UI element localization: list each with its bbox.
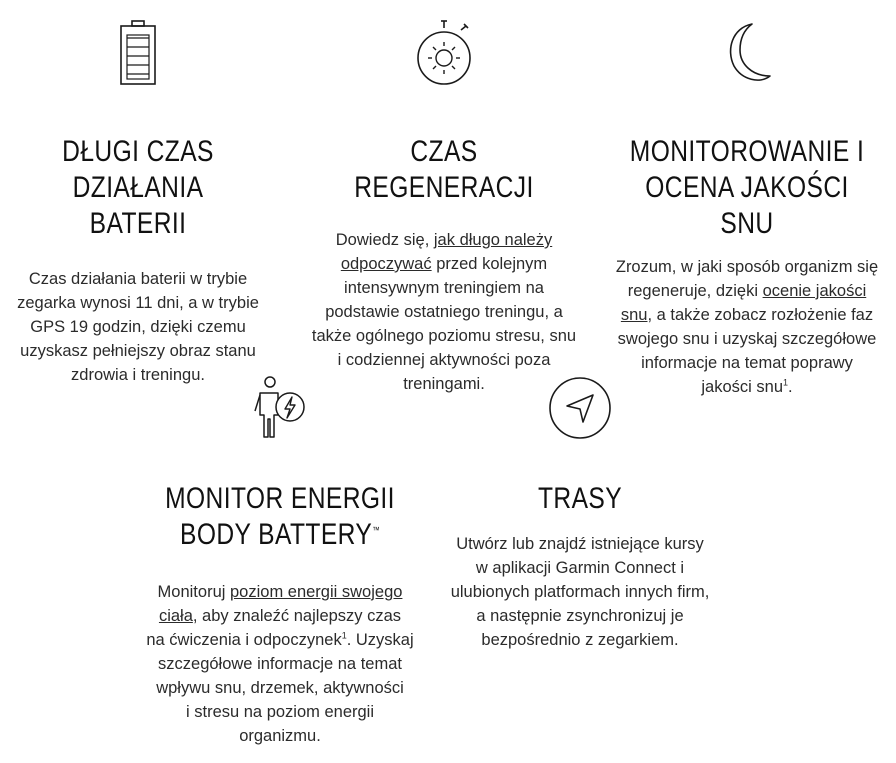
battery-icon	[118, 20, 158, 86]
recovery-time-link[interactable]: jak długo należy odpoczywać	[340, 231, 553, 273]
feature-title: CZAS REGENERACJI	[354, 135, 534, 204]
feature-sleep-monitoring	[598, 20, 896, 399]
feature-title: DŁUGI CZAS DZIAŁANIA BATERII	[62, 135, 214, 240]
body-battery-link[interactable]: poziom energii swojego ciała	[158, 583, 403, 625]
trademark-mark: ™	[372, 525, 381, 535]
feature-recovery-time	[300, 20, 588, 396]
feature-description: Czas działania baterii w trybie zegarka wynosi 11 dni, a w trybie GPS 19 godzin, dzięki czemu uzyskasz pełniejszy obraz stanu zdrowia i treningu.	[17, 270, 259, 384]
navigation-arrow-icon	[547, 375, 613, 441]
feature-description: Dowiedz się, jak długo należy odpoczywać przed kolejnym intensywnym treningiem na podstawie ostatniego treningu, a także ogólnego poziomu stresu, snu i codziennej aktywności poza treningami.	[311, 231, 577, 393]
feature-description: Monitoruj poziom energii swojego ciała, aby znaleźć najlepszy czas na ćwiczenia i odpoczynek$^1$. Uzyskaj szczegółowe informacje na temat wpływu snu, drzemek, aktywności i stresu na poziom energii organizmu.	[146, 583, 414, 745]
footnote-marker: 1	[341, 630, 347, 641]
feature-description: Utwórz lub znajdź istniejące kursy w aplikacji Garmin Connect i ulubionych platformach innych firm, a następnie zsynchronizuj je bezpośrednio z zegarkiem.	[450, 535, 710, 649]
feature-title: TRASY	[537, 482, 623, 515]
moon-icon	[722, 20, 772, 86]
person-energy-icon	[252, 375, 308, 441]
stopwatch-sun-icon	[414, 20, 474, 86]
feature-title: MONITOR ENERGII BODY BATTERY™	[165, 482, 395, 551]
feature-body-battery	[130, 375, 430, 748]
footnote-marker: 1	[783, 377, 789, 388]
feature-title: MONITOROWANIE I OCENA JAKOŚCI SNU	[629, 135, 865, 240]
feature-battery	[0, 20, 276, 387]
sleep-score-link[interactable]: ocenie jakości snu	[620, 282, 867, 324]
feature-description: Zrozum, w jaki sposób organizm się regeneruje, dzięki ocenie jakości snu, a także zobacz rozłożenie faz swojego snu i uzyskaj szczegółowe informacje na temat poprawy jakości snu$^1$.	[615, 258, 879, 396]
feature-routes	[430, 375, 730, 652]
